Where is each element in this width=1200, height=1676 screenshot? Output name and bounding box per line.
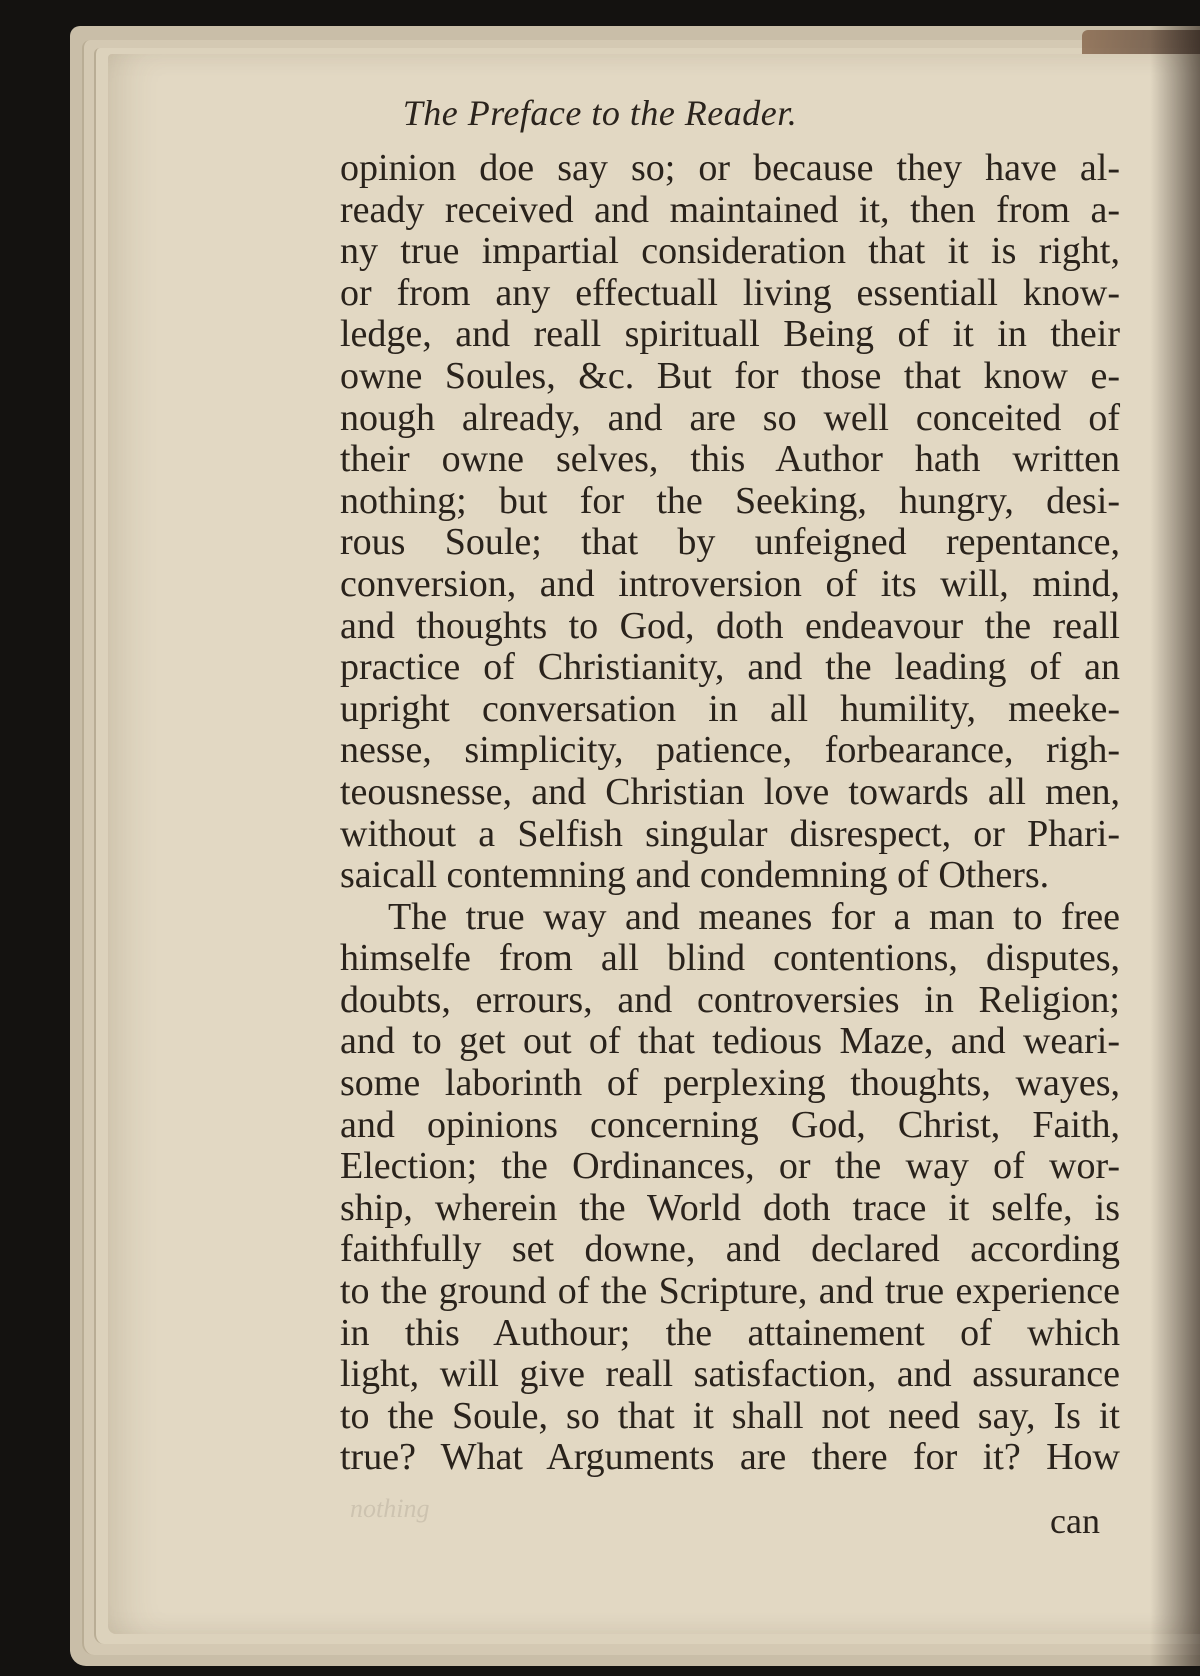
text-line: and thoughts to God, doth endeavour the reall: [340, 604, 1120, 647]
text-line: The true way and meanes for a man to free: [388, 895, 1120, 938]
text-line: saicall contemning and condemning of Others.: [340, 854, 1050, 897]
text-line: faithfully set downe, and declared according: [340, 1228, 1120, 1271]
text-line: and to get out of that tedious Maze, and weari-: [340, 1020, 1120, 1063]
text-line: nough already, and are so well conceited of: [340, 396, 1120, 439]
bleed-through-text: nothing: [350, 1494, 430, 1523]
text-line: without a Selfish singular disrespect, or Phari-: [340, 812, 1120, 855]
text-line: light, will give reall satisfaction, and assurance: [340, 1353, 1120, 1396]
text-line: ledge, and reall spirituall Being of it in their: [340, 313, 1120, 356]
text-line: opinion doe say so; or because they have al-: [340, 147, 1120, 189]
text-line: in this Authour; the attainement of which: [340, 1311, 1120, 1354]
binding-shadow: [1150, 26, 1200, 1666]
text-line: owne Soules, &c. But for those that know e-: [340, 354, 1120, 397]
text-line: ny true impartial consideration that it is right,: [340, 230, 1120, 273]
body-text: [340, 148, 1120, 1479]
catchword: can: [1050, 1501, 1100, 1541]
text-line: doubts, errours, and controversies in Religion;: [340, 978, 1120, 1021]
text-line: to the ground of the Scripture, and true experience: [340, 1270, 1120, 1313]
text-line: nothing; but for the Seeking, hungry, desi-: [340, 479, 1120, 522]
text-line: and opinions concerning God, Christ, Faith,: [340, 1103, 1120, 1146]
text-line: teousnesse, and Christian love towards all men,: [340, 770, 1120, 813]
text-line: ready received and maintained it, then from a-: [340, 188, 1120, 231]
text-line: Election; the Ordinances, or the way of wor-: [340, 1145, 1120, 1188]
text-line: rous Soule; that by unfeigned repentance,: [340, 521, 1120, 564]
text-line: conversion, and introversion of its will, mind,: [340, 562, 1120, 605]
text-line: to the Soule, so that it shall not need say, Is it: [340, 1394, 1120, 1437]
running-header: The Preface to the Reader.: [402, 93, 798, 133]
text-line: upright conversation in all humility, meeke-: [340, 687, 1120, 730]
text-line: himselfe from all blind contentions, disputes,: [340, 937, 1120, 980]
text-line: some laborinth of perplexing thoughts, wayes,: [340, 1062, 1120, 1105]
text-line: nesse, simplicity, patience, forbearance, righ-: [340, 729, 1120, 772]
text-line: true? What Arguments are there for it? How: [340, 1436, 1120, 1479]
text-line: practice of Christianity, and the leading of an: [340, 646, 1120, 689]
text-line: their owne selves, this Author hath written: [340, 438, 1120, 481]
text-line: ship, wherein the World doth trace it selfe, is: [340, 1186, 1120, 1229]
text-line: or from any effectuall living essentiall know-: [340, 271, 1120, 314]
